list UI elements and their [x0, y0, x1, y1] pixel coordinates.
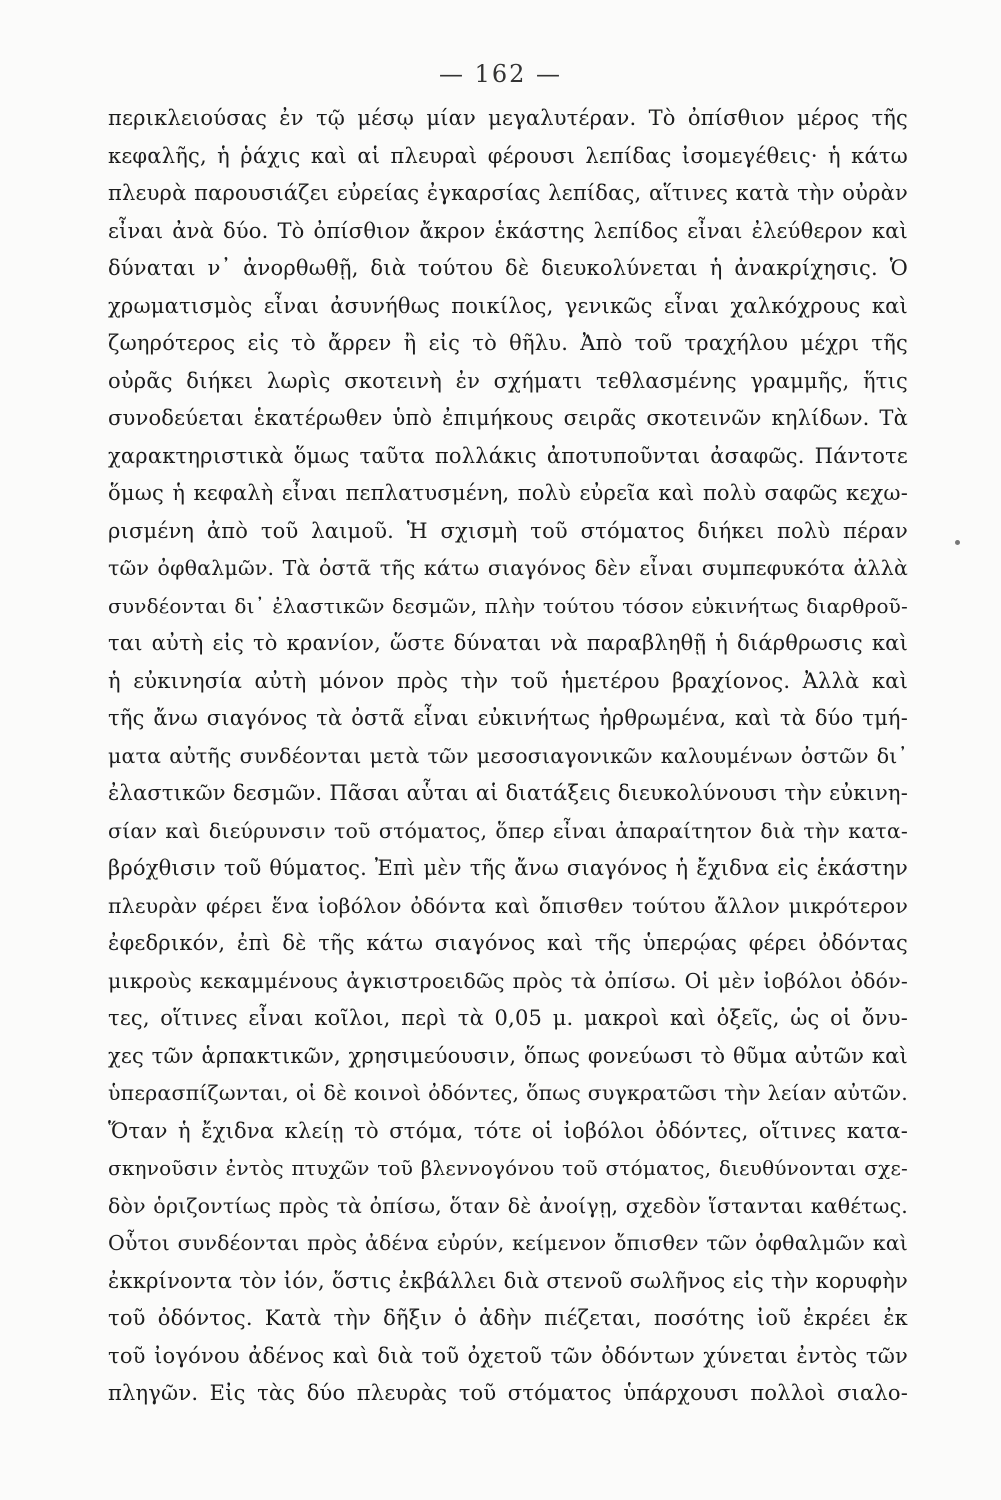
text-line: βρόχθισιν τοῦ θύματος. Ἐπὶ μὲν τῆς ἄνω σιαγόνος ἡ ἔχιδνα εἰς ἑκάστην [108, 856, 908, 880]
text-line: οὐρᾶς διήκει λωρὶς σκοτεινὴ ἐν σχήματι τεθλασμένης γραμμῆς, ἥτις [108, 368, 908, 393]
text-line: ἐφεδρικόν, ἐπὶ δὲ τῆς κάτω σιαγόνος καὶ τῆς ὑπερῴας φέρει ὀδόντας [108, 931, 908, 955]
body-text [108, 100, 908, 1413]
text-line: ματα αὐτῆς συνδέονται μετὰ τῶν μεσοσιαγονικῶν καλουμένων ὀστῶν δι᾽ [108, 743, 908, 768]
text-line: ἡ εὐκινησία αὐτὴ μόνον πρὸς τὴν τοῦ ἡμετέρου βραχίονος. Ἀλλὰ καὶ [108, 668, 908, 693]
text-line: τῶν ὀφθαλμῶν. Τὰ ὀστᾶ τῆς κάτω σιαγόνος δὲν εἶναι συμπεφυκότα ἀλλὰ [108, 556, 908, 580]
text-line: κεφαλῆς, ἡ ῥάχις καὶ αἱ πλευραὶ φέρουσι λεπίδας ἰσομεγέθεις· ἡ κάτω [108, 143, 908, 168]
text-line: περικλειούσας ἐν τῷ μέσῳ μίαν μεγαλυτέραν. Τὸ ὀπίσθιον μέρος τῆς [108, 106, 908, 130]
text-line: πλευρὰ παρουσιάζει εὐρείας ἐγκαρσίας λεπίδας, αἵτινες κατὰ τὴν οὐρὰν [108, 181, 908, 205]
text-line: πληγῶν. Εἰς τὰς δύο πλευρὰς τοῦ στόματος ὑπάρχουσι πολλοὶ σιαλο- [108, 1381, 908, 1405]
text-line: σίαν καὶ διεύρυνσιν τοῦ στόματος, ὅπερ εἶναι ἀπαραίτητον διὰ τὴν κατα- [108, 818, 908, 843]
text-line: πλευρὰν φέρει ἕνα ἰοβόλον ὀδόντα καὶ ὄπισθεν τούτου ἄλλον μικρότερον [108, 893, 908, 918]
text-line: χαρακτηριστικὰ ὅμως ταῦτα πολλάκις ἀποτυποῦνται ἀσαφῶς. Πάντοτε [108, 443, 908, 468]
text-line: Ὅταν ἡ ἔχιδνα κλείῃ τὸ στόμα, τότε οἱ ἰοβόλοι ὀδόντες, οἵτινες κατα- [108, 1118, 908, 1143]
text-line: χρωματισμὸς εἶναι ἀσυνήθως ποικίλος, γενικῶς εἶναι χαλκόχρους καὶ [108, 293, 908, 318]
text-line: ἐλαστικῶν δεσμῶν. Πᾶσαι αὗται αἱ διατάξεις διευκολύνουσι τὴν εὐκινη- [108, 781, 908, 805]
text-line: εἶναι ἀνὰ δύο. Τὸ ὀπίσθιον ἄκρον ἑκάστης λεπίδος εἶναι ἐλεύθερον καὶ [108, 218, 908, 243]
text-line: συνοδεύεται ἑκατέρωθεν ὑπὸ ἐπιμήκους σειρᾶς σκοτεινῶν κηλίδων. Τὰ [108, 406, 908, 430]
text-line: ται αὐτὴ εἰς τὸ κρανίον, ὥστε δύναται νὰ παραβληθῇ ἡ διάρθρωσις καὶ [108, 631, 908, 655]
text-line: τῆς ἄνω σιαγόνος τὰ ὀστᾶ εἶναι εὐκινήτως ἠρθρωμένα, καὶ τὰ δύο τμή- [108, 706, 908, 730]
text-line: σκηνοῦσιν ἐντὸς πτυχῶν τοῦ βλεννογόνου τοῦ στόματος, διευθύνονται σχε- [108, 1156, 908, 1180]
text-line: ρισμένη ἀπὸ τοῦ λαιμοῦ. Ἡ σχισμὴ τοῦ στόματος διήκει πολὺ πέραν [108, 518, 908, 543]
text-line: τοῦ ἰογόνου ἀδένος καὶ διὰ τοῦ ὀχετοῦ τῶν ὀδόντων χύνεται ἐντὸς τῶν [108, 1343, 908, 1368]
text-line: Οὗτοι συνδέονται πρὸς ἀδένα εὐρύν, κείμενον ὄπισθεν τῶν ὀφθαλμῶν καὶ [108, 1231, 908, 1255]
text-line: τες, οἵτινες εἶναι κοῖλοι, περὶ τὰ 0,05 μ. μακροὶ καὶ ὀξεῖς, ὡς οἱ ὄνυ- [108, 1006, 908, 1030]
text-line: χες τῶν ἁρπακτικῶν, χρησιμεύουσιν, ὅπως φονεύωσι τὸ θῦμα αὐτῶν καὶ [108, 1043, 908, 1068]
text-line: συνδέονται δι᾽ ἐλαστικῶν δεσμῶν, πλὴν τούτου τόσον εὐκινήτως διαρθροῦ- [108, 593, 908, 618]
text-line: ὅμως ἡ κεφαλὴ εἶναι πεπλατυσμένη, πολὺ εὐρεῖα καὶ πολὺ σαφῶς κεχω- [108, 481, 908, 505]
page-number: — 162 — [438, 60, 563, 88]
text-line: ἐκκρίνοντα τὸν ἰόν, ὅστις ἐκβάλλει διὰ στενοῦ σωλῆνος εἰς τὴν κορυφὴν [108, 1268, 908, 1293]
text-line: ζωηρότερος εἰς τὸ ἄρρεν ἢ εἰς τὸ θῆλυ. Ἀπὸ τοῦ τραχήλου μέχρι τῆς [108, 331, 908, 355]
ink-speck [955, 540, 960, 545]
text-line: μικροὺς κεκαμμένους ἀγκιστροειδῶς πρὸς τὰ ὀπίσω. Οἱ μὲν ἰοβόλοι ὀδόν- [108, 968, 908, 993]
text-line: ὑπερασπίζωνται, οἱ δὲ κοινοὶ ὀδόντες, ὅπως συγκρατῶσι τὴν λείαν αὐτῶν. [108, 1081, 908, 1105]
text-line: δύναται ν᾽ ἀνορθωθῇ, διὰ τούτου δὲ διευκολύνεται ἡ ἀνακρίχησις. Ὁ [108, 256, 908, 280]
text-line: δὸν ὁριζοντίως πρὸς τὰ ὀπίσω, ὅταν δὲ ἀνοίγῃ, σχεδὸν ἵστανται καθέτως. [108, 1193, 908, 1218]
text-line: τοῦ ὀδόντος. Κατὰ τὴν δῆξιν ὁ ἀδὴν πιέζεται, ποσότης ἰοῦ ἐκρέει ἐκ [108, 1306, 908, 1330]
